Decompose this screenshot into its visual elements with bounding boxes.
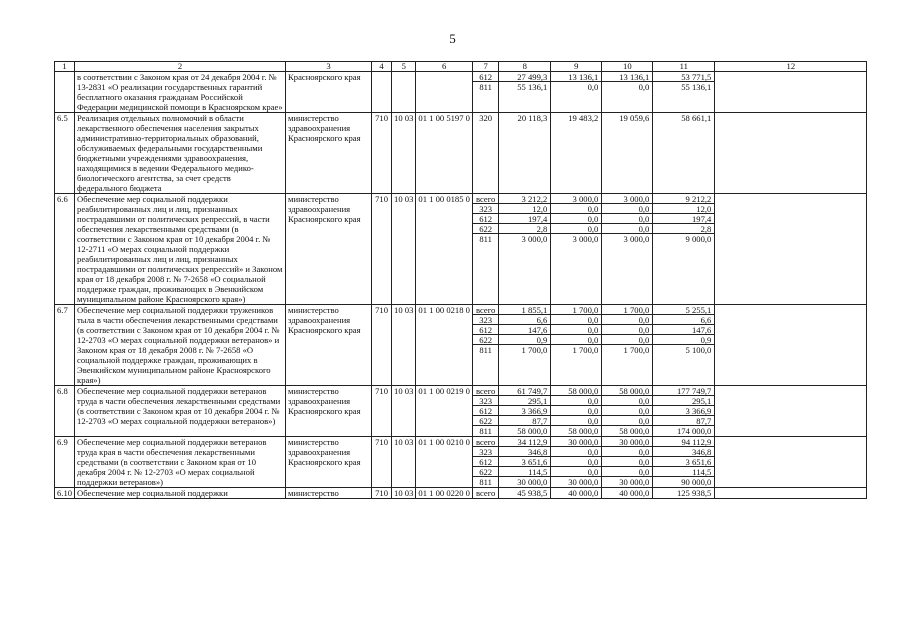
expense-type-value: 320: [479, 113, 493, 123]
header-cell: 8: [499, 62, 551, 72]
expense-type-value: всего: [473, 194, 498, 204]
amount-year-3-value: 0,0: [638, 82, 650, 92]
header-row: [55, 62, 867, 72]
amount-year-3: [602, 305, 653, 386]
amount-year-2-value: 0,0: [551, 335, 601, 345]
amount-year-3-value: 0,0: [602, 467, 652, 477]
expense-type-value: 323: [473, 447, 498, 457]
grbs-code: [372, 72, 392, 113]
amount-year-3-value: 3 000,0: [602, 194, 652, 204]
amount-year-3-value: 30 000,0: [602, 437, 652, 447]
amount-year-2-value: 58 000,0: [551, 386, 601, 396]
amount-year-1-value: 346,8: [499, 447, 550, 457]
amount-year-2-value: 0,0: [551, 467, 601, 477]
amount-total-value: 0,9: [653, 335, 714, 345]
budget-table: [54, 61, 867, 499]
target-article-code: 01 1 00 0185 0: [416, 194, 473, 305]
item-number: [55, 72, 75, 113]
section-code: 10 03: [392, 488, 416, 499]
result-cell: [715, 437, 867, 488]
expense-type-value: 612: [473, 457, 498, 467]
amount-year-3-value: 0,0: [602, 214, 652, 224]
amount-year-1-value: 55 136,1: [517, 82, 548, 92]
item-organization: министерство здравоохранения Красноярского края: [286, 113, 372, 194]
amount-total-value: 12,0: [653, 204, 714, 214]
expense-type-value: всего: [473, 305, 498, 315]
amount-total-value: 147,6: [653, 325, 714, 335]
amount-year-1-value: 147,6: [499, 325, 550, 335]
item-number: 6.6: [55, 194, 75, 305]
amount-year-3: [602, 437, 653, 488]
amount-total: [653, 113, 715, 194]
amount-total: [653, 386, 715, 437]
expense-type: [472, 437, 498, 488]
amount-year-1-value: 58 000,0: [517, 426, 548, 436]
amount-total-value: 55 136,1: [681, 82, 712, 92]
amount-year-2: [551, 72, 602, 113]
amount-year-1: [499, 194, 551, 305]
amount-year-1: [499, 113, 551, 194]
target-article-code: 01 1 00 0219 0: [416, 386, 473, 437]
expense-type-value: 612: [473, 214, 498, 224]
expense-type-value: 323: [473, 396, 498, 406]
amount-year-1-value: 87,7: [499, 416, 550, 426]
amount-year-2-value: 0,0: [551, 396, 601, 406]
item-description: в соответствии с Законом края от 24 декабря 2004 г. № 13-2831 «О реализации государственных гарантий бесплатного оказания гражданам Российской Федерации медицинской помощи в Красноярском крае»: [75, 72, 286, 113]
expense-type: [472, 386, 498, 437]
amount-year-3-value: 0,0: [602, 457, 652, 467]
amount-year-2-value: 1 700,0: [572, 345, 599, 355]
amount-year-1-value: 1 700,0: [521, 345, 548, 355]
amount-year-1: [499, 305, 551, 386]
expense-type-value: 811: [479, 82, 492, 92]
result-cell: [715, 305, 867, 386]
expense-type-value: 612: [473, 325, 498, 335]
amount-year-2-value: 0,0: [551, 406, 601, 416]
amount-year-1-value: 2,8: [499, 224, 550, 234]
amount-year-3-value: 40 000,0: [619, 488, 650, 498]
item-description: Обеспечение мер социальной поддержки ветеранов труда края в части обеспечения лекарственными средствами (в соответствии с Законом края от 10 декабря 2004 г. № 12-2703 «О мерах социальной поддержки ветеранов»): [75, 437, 286, 488]
amount-total-value: 90 000,0: [681, 477, 712, 487]
expense-type-value: 811: [479, 426, 492, 436]
target-article-code: 01 1 00 0220 0: [416, 488, 473, 499]
header-cell: 7: [472, 62, 498, 72]
item-number: 6.7: [55, 305, 75, 386]
amount-year-2-value: 3 000,0: [572, 234, 599, 244]
amount-year-1-value: 3 366,9: [499, 406, 550, 416]
amount-year-1-value: 295,1: [499, 396, 550, 406]
amount-year-2-value: 0,0: [551, 204, 601, 214]
grbs-code: 710: [372, 386, 392, 437]
header-cell: 10: [602, 62, 653, 72]
amount-year-1-value: 30 000,0: [517, 477, 548, 487]
amount-year-3: [602, 488, 653, 499]
grbs-code: 710: [372, 437, 392, 488]
amount-total-value: 6,6: [653, 315, 714, 325]
amount-year-3-value: 0,0: [602, 204, 652, 214]
amount-year-2-value: 40 000,0: [568, 488, 599, 498]
amount-year-2-value: 0,0: [587, 82, 599, 92]
header-cell: 11: [653, 62, 715, 72]
amount-year-1-value: 34 112,9: [499, 437, 550, 447]
section-code: 10 03: [392, 386, 416, 437]
amount-total-value: 3 651,6: [653, 457, 714, 467]
item-organization: министерство здравоохранения Красноярского края: [286, 386, 372, 437]
header-cell: 2: [75, 62, 286, 72]
amount-year-1: [499, 386, 551, 437]
expense-type: [472, 305, 498, 386]
header-cell: 6: [416, 62, 473, 72]
amount-total-value: 346,8: [653, 447, 714, 457]
amount-year-2-value: 19 483,2: [568, 113, 599, 123]
amount-total-value: 125 938,5: [676, 488, 712, 498]
amount-year-2: [551, 386, 602, 437]
amount-total-value: 94 112,9: [653, 437, 714, 447]
item-organization: министерство: [286, 488, 372, 499]
amount-year-1-value: 45 938,5: [517, 488, 548, 498]
amount-total-value: 295,1: [653, 396, 714, 406]
item-description: Обеспечение мер социальной поддержки: [75, 488, 286, 499]
expense-type-value: всего: [473, 437, 498, 447]
amount-year-3-value: 19 059,6: [619, 113, 650, 123]
result-cell: [715, 488, 867, 499]
amount-year-3-value: 1 700,0: [602, 305, 652, 315]
grbs-code: 710: [372, 488, 392, 499]
target-article-code: 01 1 00 5197 0: [416, 113, 473, 194]
item-description: Обеспечение мер социальной поддержки тружеников тыла в части обеспечения лекарственными средствами (в соответствии с Законом края от 10 декабря 2004 г. № 12-2703 «О мерах социальной поддержки ветеранов» и Законом края от 18 декабря 2008 г. № 7-2658 «О социальной поддержке граждан, проживающих в Эвенкийском муниципальном районе Красноярского края»): [75, 305, 286, 386]
page-number: 5: [449, 31, 456, 46]
amount-total: [653, 488, 715, 499]
amount-year-3-value: 0,0: [602, 406, 652, 416]
header-cell: 12: [715, 62, 867, 72]
target-article-code: [416, 72, 473, 113]
amount-year-2: [551, 437, 602, 488]
item-organization: Красноярского края: [286, 72, 372, 113]
amount-year-2-value: 13 136,1: [551, 72, 601, 82]
amount-year-2-value: 0,0: [551, 416, 601, 426]
amount-year-2-value: 0,0: [551, 224, 601, 234]
expense-type-value: всего: [475, 488, 496, 498]
expense-type: [472, 488, 498, 499]
grbs-code: 710: [372, 194, 392, 305]
amount-year-1-value: 1 855,1: [499, 305, 550, 315]
header-cell: 9: [551, 62, 602, 72]
item-organization: министерство здравоохранения Красноярского края: [286, 305, 372, 386]
amount-year-1-value: 3 000,0: [521, 234, 548, 244]
amount-year-3: [602, 194, 653, 305]
amount-year-2: [551, 488, 602, 499]
amount-total-value: 58 661,1: [681, 113, 712, 123]
amount-total-value: 9 212,2: [653, 194, 714, 204]
expense-type-value: 622: [473, 467, 498, 477]
amount-total-value: 87,7: [653, 416, 714, 426]
amount-year-2-value: 0,0: [551, 315, 601, 325]
item-description: Реализация отдельных полномочий в области лекарственного обеспечения населения закрытых административно-территориальных образований, обслуживаемых федеральными государственными бюджетными учреждениями здравоохранения, находящимися в ведении Федерального медико-биологического агентства, за счет средств федерального бюджета: [75, 113, 286, 194]
item-description: Обеспечение мер социальной поддержки ветеранов труда в части обеспечения лекарственными средствами (в соответствии с Законом края от 10 декабря 2004 г. № 12-2703 «О мерах социальной поддержки ветеранов»): [75, 386, 286, 437]
item-description: Обеспечение мер социальной поддержки реабилитированных лиц и лиц, признанных пострадавшими от политических репрессий, в части обеспечения лекарственными средствами (в соответствии с Законом края от 10 декабря 2004 г. № 12-2711 «О мерах социальной поддержки реабилитированных лиц и лиц, признанных пострадавшими от политических репрессий» и Законом края от 18 декабря 2008 г. № 7-2658 «О социальной поддержке граждан, проживающих в Эвенкийском муниципальном районе Красноярского края»): [75, 194, 286, 305]
section-code: 10 03: [392, 194, 416, 305]
section-code: [392, 72, 416, 113]
target-article-code: 01 1 00 0210 0: [416, 437, 473, 488]
amount-year-2-value: 0,0: [551, 325, 601, 335]
item-organization: министерство здравоохранения Красноярского края: [286, 194, 372, 305]
amount-year-3-value: 58 000,0: [602, 386, 652, 396]
item-organization: министерство здравоохранения Красноярского края: [286, 437, 372, 488]
amount-year-2-value: 1 700,0: [551, 305, 601, 315]
amount-year-3-value: 1 700,0: [623, 345, 650, 355]
amount-year-1-value: 197,4: [499, 214, 550, 224]
amount-year-3: [602, 72, 653, 113]
amount-year-2-value: 0,0: [551, 457, 601, 467]
table-row: [55, 72, 867, 113]
amount-total-value: 9 000,0: [685, 234, 712, 244]
grbs-code: 710: [372, 113, 392, 194]
expense-type-value: 811: [479, 345, 492, 355]
expense-type: [472, 72, 498, 113]
amount-total-value: 53 771,5: [653, 72, 714, 82]
amount-year-1-value: 6,6: [499, 315, 550, 325]
expense-type-value: 323: [473, 204, 498, 214]
amount-year-2-value: 30 000,0: [568, 477, 599, 487]
amount-year-3-value: 0,0: [602, 447, 652, 457]
amount-total: [653, 72, 715, 113]
amount-year-1-value: 3 212,2: [499, 194, 550, 204]
amount-year-1-value: 20 118,3: [517, 113, 548, 123]
amount-year-2-value: 3 000,0: [551, 194, 601, 204]
expense-type-value: 811: [479, 477, 492, 487]
amount-year-3-value: 13 136,1: [602, 72, 652, 82]
section-code: 10 03: [392, 437, 416, 488]
amount-year-1: [499, 488, 551, 499]
amount-total-value: 114,5: [653, 467, 714, 477]
item-number: 6.9: [55, 437, 75, 488]
amount-total-value: 2,8: [653, 224, 714, 234]
header-cell: 3: [286, 62, 372, 72]
amount-year-3: [602, 386, 653, 437]
amount-year-3-value: 0,0: [602, 335, 652, 345]
header-cell: 1: [55, 62, 75, 72]
table-body: [55, 62, 867, 499]
expense-type-value: всего: [473, 386, 498, 396]
amount-year-1-value: 27 499,3: [499, 72, 550, 82]
expense-type: [472, 113, 498, 194]
expense-type-value: 612: [473, 406, 498, 416]
amount-year-3-value: 0,0: [602, 325, 652, 335]
amount-year-3-value: 30 000,0: [619, 477, 650, 487]
section-code: 10 03: [392, 305, 416, 386]
result-cell: [715, 113, 867, 194]
expense-type: [472, 194, 498, 305]
result-cell: [715, 386, 867, 437]
item-number: 6.5: [55, 113, 75, 194]
amount-year-3-value: 3 000,0: [623, 234, 650, 244]
expense-type-value: 622: [473, 416, 498, 426]
amount-year-2: [551, 194, 602, 305]
amount-year-1: [499, 72, 551, 113]
amount-total-value: 177 749,7: [653, 386, 714, 396]
amount-total: [653, 437, 715, 488]
amount-total-value: 5 255,1: [653, 305, 714, 315]
table-row: [55, 437, 867, 488]
header-cell: 5: [392, 62, 416, 72]
amount-year-1-value: 0,9: [499, 335, 550, 345]
amount-year-3: [602, 113, 653, 194]
grbs-code: 710: [372, 305, 392, 386]
amount-year-3-value: 0,0: [602, 224, 652, 234]
amount-year-1: [499, 437, 551, 488]
amount-year-3-value: 0,0: [602, 416, 652, 426]
table-row: [55, 305, 867, 386]
table-row: [55, 113, 867, 194]
target-article-code: 01 1 00 0218 0: [416, 305, 473, 386]
result-cell: [715, 194, 867, 305]
amount-year-2-value: 30 000,0: [551, 437, 601, 447]
amount-year-2-value: 0,0: [551, 447, 601, 457]
amount-year-2-value: 58 000,0: [568, 426, 599, 436]
amount-total-value: 3 366,9: [653, 406, 714, 416]
header-cell: 4: [372, 62, 392, 72]
section-code: 10 03: [392, 113, 416, 194]
result-cell: [715, 72, 867, 113]
amount-year-1-value: 114,5: [499, 467, 550, 477]
amount-total-value: 197,4: [653, 214, 714, 224]
table-row: [55, 488, 867, 499]
expense-type-value: 622: [473, 335, 498, 345]
amount-total: [653, 305, 715, 386]
amount-year-1-value: 61 749,7: [499, 386, 550, 396]
expense-type-value: 323: [473, 315, 498, 325]
item-number: 6.8: [55, 386, 75, 437]
amount-total-value: 174 000,0: [676, 426, 712, 436]
item-number: 6.10: [55, 488, 75, 499]
amount-year-1-value: 12,0: [499, 204, 550, 214]
table-row: [55, 386, 867, 437]
amount-year-3-value: 58 000,0: [619, 426, 650, 436]
amount-year-3-value: 0,0: [602, 396, 652, 406]
expense-type-value: 612: [473, 72, 498, 82]
amount-year-2: [551, 113, 602, 194]
table-row: [55, 194, 867, 305]
amount-total-value: 5 100,0: [685, 345, 712, 355]
amount-year-2-value: 0,0: [551, 214, 601, 224]
amount-total: [653, 194, 715, 305]
expense-type-value: 811: [479, 234, 492, 244]
amount-year-3-value: 0,0: [602, 315, 652, 325]
amount-year-1-value: 3 651,6: [499, 457, 550, 467]
amount-year-2: [551, 305, 602, 386]
expense-type-value: 622: [473, 224, 498, 234]
